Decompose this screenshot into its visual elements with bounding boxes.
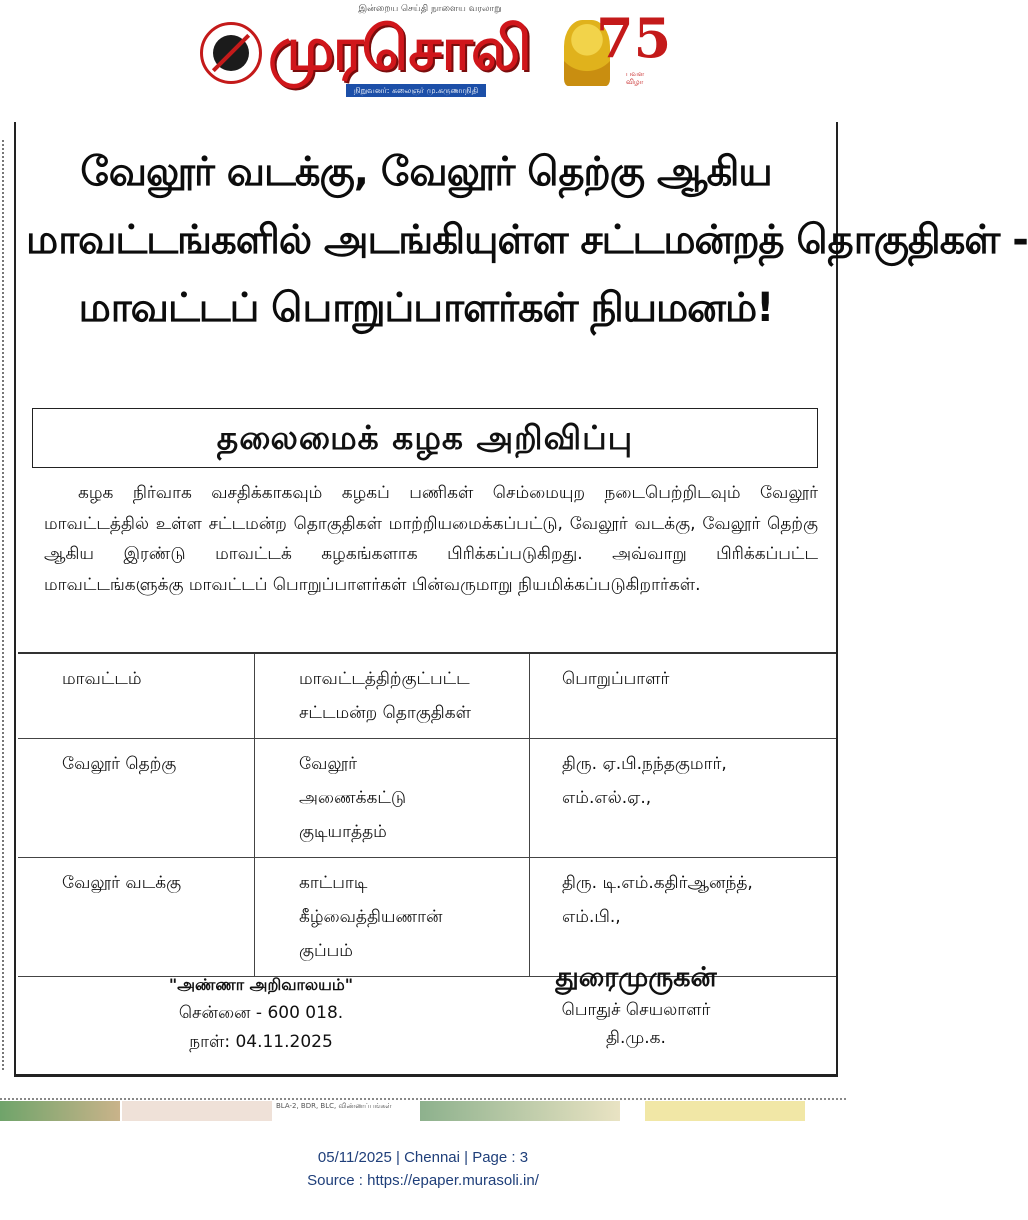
masthead-tagline: இன்றைய செய்தி நாளைய வரலாறு [358,4,502,14]
headline-line: வேலூர் வடக்கு, வேலூர் தெற்கு ஆகிய [80,149,772,195]
notice-title: தலைமைக் கழக அறிவிப்பு [32,408,818,468]
table-header-row [18,653,836,739]
district-cell: வேலூர் வடக்கு [18,858,255,977]
photo-fragment [122,1101,272,1121]
anniversary-caption: பவள விழா [626,70,645,86]
anniversary-number: 75 [596,6,672,70]
adjacent-content-strip [0,1098,846,1120]
page-caption [0,1146,846,1192]
article-headline [26,138,1028,342]
source-link[interactable]: Source : https://epaper.murasoli.in/ [307,1172,539,1189]
strip-divider [0,1098,846,1100]
table-row [18,858,836,977]
announcement-article [14,122,1028,1077]
photo-fragment [420,1101,620,1121]
ad-text-fragment: BLA-2, BDR, BLC, விண்ணப்பங்கள் [276,1102,392,1110]
headline-line: மாவட்டங்களில் அடங்கியுள்ள சட்டமன்றத் தொகுதிகள் - [26,217,1028,263]
party-emblem-icon [200,22,262,84]
edition-info: 05/11/2025 | Chennai | Page : 3 [317,1149,529,1166]
constituencies-cell: வேலூர் அணைக்கட்டு குடியாத்தம் [255,739,530,858]
issue-date: நாள்: 04.11.2025 [189,1032,333,1052]
header-incharge: பொறுப்பாளர் [530,653,837,739]
founder-subline: நிறுவனர்: கலைஞர் மு.கருணாநிதி [346,84,486,97]
issuing-office [116,970,406,1057]
anniversary-badge [564,6,672,96]
headline-line: மாவட்டப் பொறுப்பாளர்கள் நியமனம்! [78,285,774,331]
photo-fragment [0,1101,120,1121]
table-row [18,739,836,858]
signatory-party: தி.மு.க. [606,1028,666,1048]
constituencies-cell: காட்பாடி கீழ்வைத்தியணான் குப்பம் [255,858,530,977]
article-body: கழக நிர்வாக வசதிக்காகவும் கழகப் பணிகள் செம்மையுற நடைபெற்றிடவும் வேலூர் மாவட்டத்தில் உள்ள சட்டமன்ற தொகுதிகள் மாற்றியமைக்கப்பட்டு, வேலூர் வடக்கு, வேலூர் தெற்கு ஆகிய இரண்டு மாவட்டக் கழகங்களாக பிரிக்கப்படுகிறது. அவ்வாறு பிரிக்கப்பட்ட மாவட்டங்களுக்கு மாவட்டப் பொறுப்பாளர்கள் பின்வருமாறு நியமிக்கப்படுகிறார்கள். [44,483,818,595]
page-edge-divider [2,140,4,1070]
appointments-table [18,652,836,977]
signatory-name: துரைமுருகன் [555,962,717,993]
incharge-cell: திரு. டி.எம்.கதிர்ஆனந்த், எம்.பி., [530,858,837,977]
masthead [196,4,672,104]
header-constituencies: மாவட்டத்திற்குட்பட்ட சட்டமன்ற தொகுதிகள் [255,653,530,739]
header-district: மாவட்டம் [18,653,255,739]
incharge-cell: திரு. ஏ.பி.நந்தகுமார், எம்.எல்.ஏ., [530,739,837,858]
newspaper-logo: முரசொலி [268,14,530,84]
office-name: "அண்ணா அறிவாலயம்" [168,975,354,994]
signatory-designation: பொதுச் செயலாளர் [561,1000,711,1020]
photo-fragment [645,1101,805,1121]
office-city: சென்னை - 600 018. [178,1003,344,1023]
district-cell: வேலூர் தெற்கு [18,739,255,858]
signatory [496,960,776,1052]
